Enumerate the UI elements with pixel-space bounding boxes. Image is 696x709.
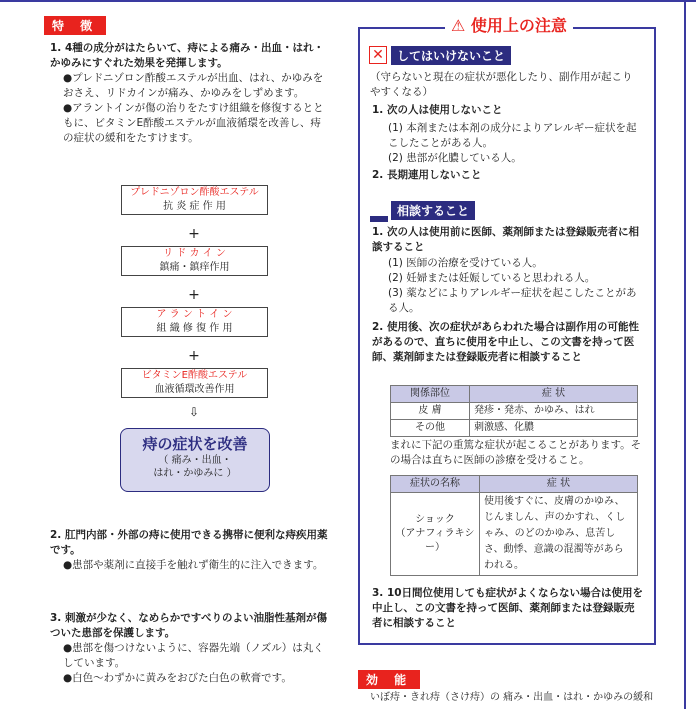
prohibited-2: 2. 長期連用しないこと	[372, 169, 482, 181]
table1-row-2-symptom: 刺激感、化膿	[470, 420, 638, 437]
consult-2: 2. 使用後、次の症状があらわれた場合は副作用の可能性があるので、直ちに使用を中止し、この文書を持って医師、薬剤師または登録販売者に相談すること	[372, 321, 639, 363]
warning-icon: ⚠	[451, 16, 466, 35]
feature-1-bullet-1: ●プレドニゾロン酢酸エステルが出血、はれ、かゆみをおさえ、リドカインが痛み、かゆみをしずめます。	[63, 72, 324, 99]
prohibited-note: （守らないと現在の症状が悪化したり、副作用が起こりやすくなる）	[370, 71, 633, 98]
ingredient-4-name: ビタミンE酢酸エステル	[141, 370, 248, 381]
consult-icon	[370, 194, 388, 222]
table2-row-name	[391, 493, 480, 576]
symptom-table-2	[390, 475, 638, 576]
down-arrow-icon: ⇩	[188, 405, 200, 419]
right-border	[684, 0, 686, 709]
table2-row-symptom: 使用後すぐに、皮膚のかゆみ、じんましん、声のかすれ、くしゃみ、のどのかゆみ、息苦しさ、動悸、意識の混濁等があらわれる。	[480, 493, 638, 576]
consult-3: 3. 10日間位使用しても症状がよくならない場合は使用を中止し、この文書を持って医師、薬剤師または登録販売者に相談すること	[372, 587, 644, 629]
caution-title-text: 使用上の注意	[470, 16, 567, 35]
prohibited-1: 1. 次の人は使用しないこと	[372, 104, 503, 116]
result-title: 痔の症状を改善	[142, 435, 248, 453]
ingredient-box-3	[121, 307, 268, 337]
ingredient-3-name: ア ラ ン ト イ ン	[156, 309, 233, 320]
serious-note: まれに下記の重篤な症状が起こることがあります。その場合は直ちに医師の診療を受けること。	[390, 439, 642, 466]
result-sub-1: （ 痛み・出血・	[158, 455, 232, 466]
result-box	[120, 428, 270, 492]
ingredient-4-effect: 血液循環改善作用	[154, 384, 235, 395]
table1-row-1-symptom: 発疹・発赤、かゆみ、はれ	[470, 403, 638, 420]
table2-name-2: （アナフィラキシー）	[395, 528, 475, 553]
prohibited-1-b: (2) 患部が化膿している人。	[388, 152, 522, 164]
ingredient-1-effect: 抗 炎 症 作 用	[163, 201, 226, 212]
consult-1-b: (2) 妊婦または妊娠していると思われる人。	[388, 272, 596, 284]
table1-header-part: 関係部位	[391, 386, 470, 403]
consult-1-a: (1) 医師の治療を受けている人。	[388, 257, 543, 269]
ingredient-3-effect: 組 織 修 復 作 用	[156, 323, 233, 334]
feature-3-title: 3. 刺激が少なく、なめらかですべりのよい油脂性基剤が傷ついた患部を保護します。	[50, 612, 328, 639]
ingredient-box-4	[121, 368, 268, 398]
consult-heading: 相談すること	[391, 201, 475, 220]
prohibited-icon: ✕	[369, 46, 387, 64]
plus-2: +	[188, 287, 200, 303]
efficacy-heading: 効 能	[358, 670, 420, 689]
feature-2-bullet: ●患部や薬剤に直接手を触れず衛生的に注入できます。	[63, 559, 324, 571]
ingredient-box-2	[121, 246, 268, 276]
feature-2-title: 2. 肛門内部・外部の痔に使用できる携帯に便利な痔疾用薬です。	[50, 529, 328, 556]
efficacy-text: いぼ痔・きれ痔（さけ痔）の 痛み・出血・はれ・かゆみの緩和	[370, 692, 654, 703]
plus-1: +	[188, 226, 200, 242]
table2-header-symptom: 症 状	[480, 476, 638, 493]
ingredient-2-name: リ ド カ イ ン	[163, 248, 226, 259]
plus-3: +	[188, 348, 200, 364]
ingredient-1-name: プレドニゾロン酢酸エステル	[130, 187, 259, 198]
table1-header-symptom: 症 状	[470, 386, 638, 403]
ingredient-2-effect: 鎮痛・鎮痒作用	[159, 262, 230, 273]
top-border	[0, 0, 696, 2]
consult-1: 1. 次の人は使用前に医師、薬剤師または登録販売者に相談すること	[372, 226, 639, 253]
feature-3-bullet-1: ●患部を傷つけないように、容器先端（ノズル）は丸くしています。	[63, 642, 324, 669]
feature-3-bullet-2: ●白色～わずかに黄みをおびた白色の軟膏です。	[63, 672, 292, 684]
result-sub-2: はれ・かゆみに ）	[153, 468, 237, 479]
feature-1-bullet-2: ●アラントインが傷の治りをたすけ組織を修復するとともに、ビタミンE酢酸エステルが血液循環を改善し、痔の症状の緩和をたすけます。	[63, 102, 324, 144]
table1-row-2-part: その他	[391, 420, 470, 437]
table1-row-1-part: 皮 膚	[391, 403, 470, 420]
caution-title	[445, 13, 573, 36]
table2-header-name: 症状の名称	[391, 476, 480, 493]
ingredient-box-1	[121, 185, 268, 215]
features-heading: 特 徴	[44, 16, 106, 35]
table2-name-1: ショック	[415, 514, 455, 525]
prohibited-heading: してはいけないこと	[391, 46, 511, 65]
symptom-table-1	[390, 385, 638, 437]
feature-1-title: 1. 4種の成分がはたらいて、痔による痛み・出血・はれ・かゆみにすぐれた効果を発揮します。	[50, 42, 325, 69]
consult-1-c: (3) 薬などによりアレルギー症状を起こしたことがある人。	[388, 287, 637, 314]
prohibited-1-a: (1) 本剤または本剤の成分によりアレルギー症状を起こしたことがある人。	[388, 122, 637, 149]
